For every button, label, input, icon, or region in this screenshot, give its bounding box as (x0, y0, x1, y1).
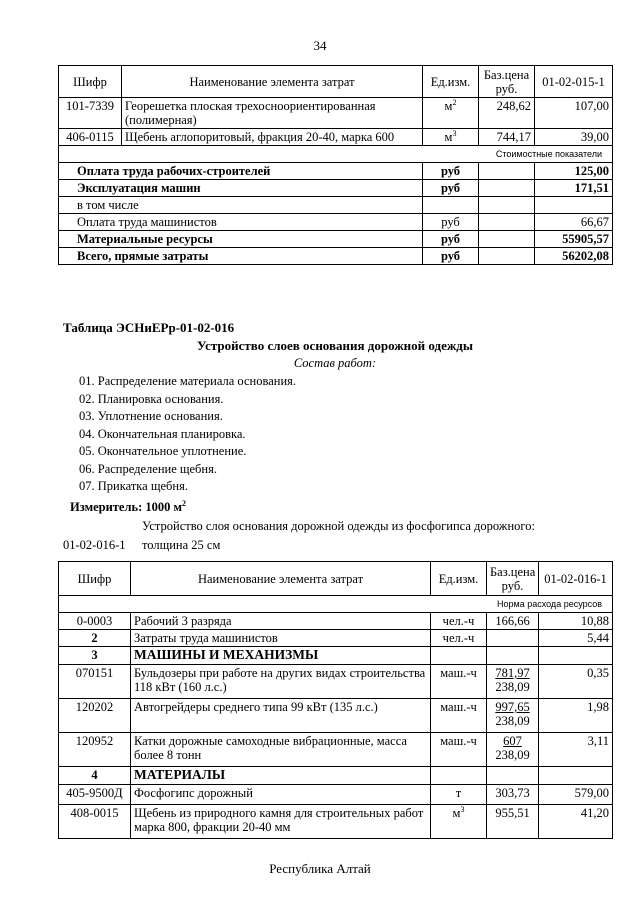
row-price: 781,97 238,09 (487, 665, 539, 699)
summary-value (535, 197, 613, 214)
row-price: 166,66 (487, 613, 539, 630)
work-item: 07. Прикатка щебня. (79, 479, 188, 493)
summary-value: 55905,57 (535, 231, 613, 248)
row-unit: т (431, 785, 487, 805)
table-row (59, 613, 613, 630)
summary-row (59, 197, 613, 214)
page-footer: Республика Алтай (269, 861, 371, 876)
section-row (59, 767, 613, 785)
row-code: 405-9500Д (59, 785, 131, 805)
summary-value: 56202,08 (535, 248, 613, 265)
summary-row (59, 248, 613, 265)
table-row (59, 129, 613, 146)
work-item: 06. Распределение щебня. (79, 461, 217, 476)
row-code: 120952 (59, 733, 131, 767)
summary-name: в том числе (59, 197, 423, 214)
subheader-row (59, 146, 613, 163)
row-value: 41,20 (539, 805, 613, 839)
table-row (59, 733, 613, 767)
summary-unit (423, 197, 479, 214)
row-value: 5,44 (539, 630, 613, 647)
work-item: 05. Окончательное уплотнение. (79, 444, 247, 458)
row-value: 39,00 (535, 129, 613, 146)
row-code: 2 (59, 630, 131, 647)
summary-row (59, 214, 613, 231)
row-value: 579,00 (539, 785, 613, 805)
row-name: Рабочий 3 разряда (131, 613, 431, 630)
section-code: 3 (59, 647, 131, 665)
summary-name: Всего, прямые затраты (59, 248, 423, 265)
description-code: 01-02-016-1 (63, 538, 126, 552)
summary-row (59, 180, 613, 197)
table-row (59, 785, 613, 805)
meter-label: Измеритель: 1000 $м^2$ (70, 498, 187, 514)
row-name: Бульдозеры при работе на других видах строительства 118 кВт (160 л.с.) (131, 665, 431, 699)
page-number: 34 (313, 38, 327, 53)
section-row (59, 647, 613, 665)
summary-unit: руб (423, 214, 479, 231)
work-item: 02. Планировка основания. (79, 391, 224, 406)
header-code: Шифр (59, 66, 122, 98)
summary-row (59, 231, 613, 248)
row-price: 248,62 (479, 98, 535, 129)
row-code: 0-0003 (59, 613, 131, 630)
row-value: 1,98 (539, 699, 613, 733)
work-item: 03. Уплотнение основания. (79, 409, 223, 423)
row-unit: маш.-ч (431, 665, 487, 699)
row-price: 997,65 238,09 (487, 699, 539, 733)
summary-unit: руб (423, 163, 479, 180)
row-value: 0,35 (539, 665, 613, 699)
table-header-row (59, 562, 613, 596)
row-unit: $м^2$ (423, 98, 479, 129)
resource-table-01-02-016 (58, 561, 613, 839)
table-row (59, 630, 613, 647)
header-base-price: Баз.цена руб. (479, 66, 535, 98)
work-item: 04. Окончательная планировка. (79, 426, 246, 441)
row-code: 120202 (59, 699, 131, 733)
section-title: Устройство слоев основания дорожной одежды (196, 338, 474, 353)
header-rate-code: 01-02-015-1 (535, 66, 613, 98)
row-unit: $м^3$ (431, 805, 487, 839)
summary-name: Эксплуатация машин (59, 180, 423, 197)
row-price (487, 630, 539, 647)
summary-value: 66,67 (535, 214, 613, 231)
row-value: 10,88 (539, 613, 613, 630)
row-value: 3,11 (539, 733, 613, 767)
row-name: Затраты труда машинистов (131, 630, 431, 647)
row-price: 303,73 (487, 785, 539, 805)
header-unit: Ед.изм. (431, 562, 487, 596)
row-name: Катки дорожные самоходные вибрационные, масса более 8 тонн (131, 733, 431, 767)
subheader-row (59, 596, 613, 613)
summary-value: 125,00 (535, 163, 613, 180)
row-unit: маш.-ч (431, 733, 487, 767)
summary-row (59, 163, 613, 180)
works-list (79, 373, 296, 496)
row-name: Щебень из природного камня для строительных работ марка 800, фракции 20-40 мм (131, 805, 431, 839)
summary-name: Материальные ресурсы (59, 231, 423, 248)
summary-name: Оплата труда машинистов (59, 214, 423, 231)
header-name: Наименование элемента затрат (122, 66, 423, 98)
row-price: 955,51 (487, 805, 539, 839)
row-name: Георешетка плоская трехосноориентированная (полимерная) (122, 98, 423, 129)
header-unit: Ед.изм. (423, 66, 479, 98)
table-row (59, 665, 613, 699)
row-code: 101-7339 (59, 98, 122, 129)
row-value: 107,00 (535, 98, 613, 129)
description-thickness: толщина 25 см (142, 538, 221, 552)
table-row (59, 699, 613, 733)
cost-indicators-label: Стоимостные показатели (59, 146, 613, 163)
header-code: Шифр (59, 562, 131, 596)
row-price: 607 238,09 (487, 733, 539, 767)
table-row (59, 98, 613, 129)
header-name: Наименование элемента затрат (131, 562, 431, 596)
summary-name: Оплата труда рабочих-строителей (59, 163, 423, 180)
row-price: 744,17 (479, 129, 535, 146)
row-code: 070151 (59, 665, 131, 699)
summary-unit: руб (423, 248, 479, 265)
summary-value: 171,51 (535, 180, 613, 197)
section-name: МАТЕРИАЛЫ (131, 767, 431, 785)
works-label: Состав работ: (293, 356, 377, 370)
row-name: Автогрейдеры среднего типа 99 кВт (135 л.с.) (131, 699, 431, 733)
header-rate-code: 01-02-016-1 (539, 562, 613, 596)
summary-unit: руб (423, 231, 479, 248)
header-base-price: Баз.цена руб. (487, 562, 539, 596)
table-label: Таблица ЭСНиЕРр-01-02-016 (63, 320, 235, 335)
resource-norm-label: Норма расхода ресурсов (59, 596, 613, 613)
row-unit: чел.-ч (431, 630, 487, 647)
description-line: Устройство слоя основания дорожной одежды из фосфогипса дорожного: (142, 519, 535, 533)
row-unit: $м^3$ (423, 129, 479, 146)
section-code: 4 (59, 767, 131, 785)
cost-table-01-02-015 (58, 65, 613, 265)
row-name: Щебень аглопоритовый, фракция 20-40, марка 600 (122, 129, 423, 146)
row-unit: маш.-ч (431, 699, 487, 733)
row-code: 406-0115 (59, 129, 122, 146)
row-name: Фосфогипс дорожный (131, 785, 431, 805)
table-row (59, 805, 613, 839)
table-header-row (59, 66, 613, 98)
work-item: 01. Распределение материала основания. (79, 374, 297, 388)
row-code: 408-0015 (59, 805, 131, 839)
row-unit: чел.-ч (431, 613, 487, 630)
summary-unit: руб (423, 180, 479, 197)
section-name: МАШИНЫ И МЕХАНИЗМЫ (131, 647, 431, 665)
